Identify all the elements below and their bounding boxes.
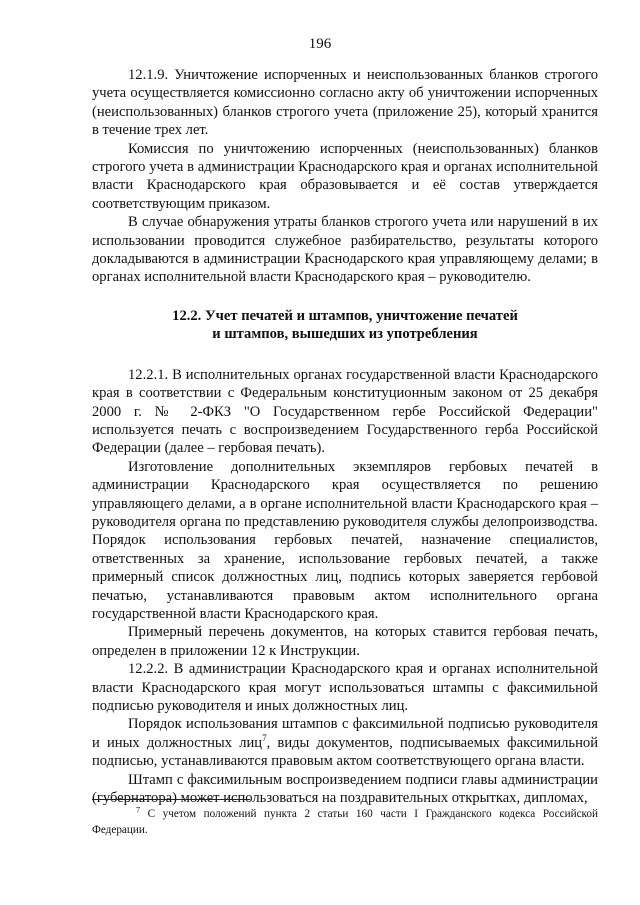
paragraph-seal-documents-list: Примерный перечень документов, на которых ставится гербовая печать, определен в приложении 12 к Инструкции. bbox=[92, 624, 598, 659]
section-heading-line-1: 12.2. Учет печатей и штампов, уничтожение печатей bbox=[172, 307, 518, 324]
footnote-text: С учетом положений пункта 2 статьи 160 части I Гражданского кодекса Российской Федерации. bbox=[92, 808, 598, 836]
footnote-divider bbox=[92, 799, 250, 800]
footnote-reference-mark: 7 bbox=[262, 732, 267, 743]
body-text bbox=[92, 66, 598, 807]
paragraph-seal-production: Изготовление дополнительных экземпляров гербовых печатей в администрации Краснодарского края осуществляется по решению управляющего делами, а в органе исполнительной власти Краснодарского края – руководителя органа по представлению руководителя службы делопроизводства. Порядок использования гербовых печатей, назначение специалистов, ответственных за хранение, использование гербовых печатей, а также примерный список должностных лиц, подпись которых заверяется гербовой печатью, устанавливаются правовым актом исполнительного органа государственной власти Краснодарского края. bbox=[92, 458, 598, 622]
facsimile-procedure-text-before: Порядок использования штампов с факсимильной подписью руководителя и иных должностных лиц bbox=[92, 716, 598, 751]
section-heading-12-2 bbox=[92, 307, 598, 344]
facsimile-procedure-text-after: , виды документов, подписываемых факсимильной подписью, устанавливаются правовым актом соответствующего органа власти. bbox=[92, 734, 599, 770]
paragraph-facsimile-procedure bbox=[92, 715, 598, 770]
paragraph-12-2-1: 12.2.1. В исполнительных органах государственной власти Краснодарского края в соответствии с Федеральным конституционным законом от 25 декабря 2000 г. № 2-ФКЗ "О Государственном гербе Российской Федерации" используется печать с воспроизведением Государственного герба Российской Федерации (далее – гербовая печать). bbox=[92, 366, 598, 457]
paragraph-loss-investigation: В случае обнаружения утраты бланков строгого учета или нарушений в их использовании проводится служебное разбирательство, результаты которого докладываются в администрации Краснодарского края управляющему делами; в органах исполнительной власти Краснодарского края – руководителю. bbox=[92, 214, 598, 286]
section-heading-line-2: и штампов, вышедших из употребления bbox=[212, 326, 478, 343]
paragraph-governor-stamp: Штамп с факсимильным воспроизведением подписи главы администрации (губернатора) может использоваться на поздравительных открытках, дипломах, bbox=[92, 771, 598, 807]
page-number: 196 bbox=[308, 36, 332, 52]
paragraph-12-2-2: 12.2.2. В администрации Краснодарского края и органах исполнительной власти Краснодарского края могут использоваться штампы с факсимильной подписью руководителя и иных должностных лиц. bbox=[92, 661, 598, 714]
paragraph-commission: Комиссия по уничтожению испорченных (неиспользованных) бланков строгого учета в администрации Краснодарского края и органах исполнительной власти Краснодарского края образовывается и её состав утверждается соответствующим приказом. bbox=[92, 140, 598, 212]
footnote bbox=[92, 806, 598, 838]
paragraph-12-1-9: 12.1.9. Уничтожение испорченных и неиспользованных бланков строгого учета осуществляется комиссионно согласно акту об уничтожении испорченных (неиспользованных) бланков строгого учета (приложение 25), который хранится в течение трех лет. bbox=[92, 67, 598, 139]
footnote-mark: 7 bbox=[136, 805, 140, 815]
